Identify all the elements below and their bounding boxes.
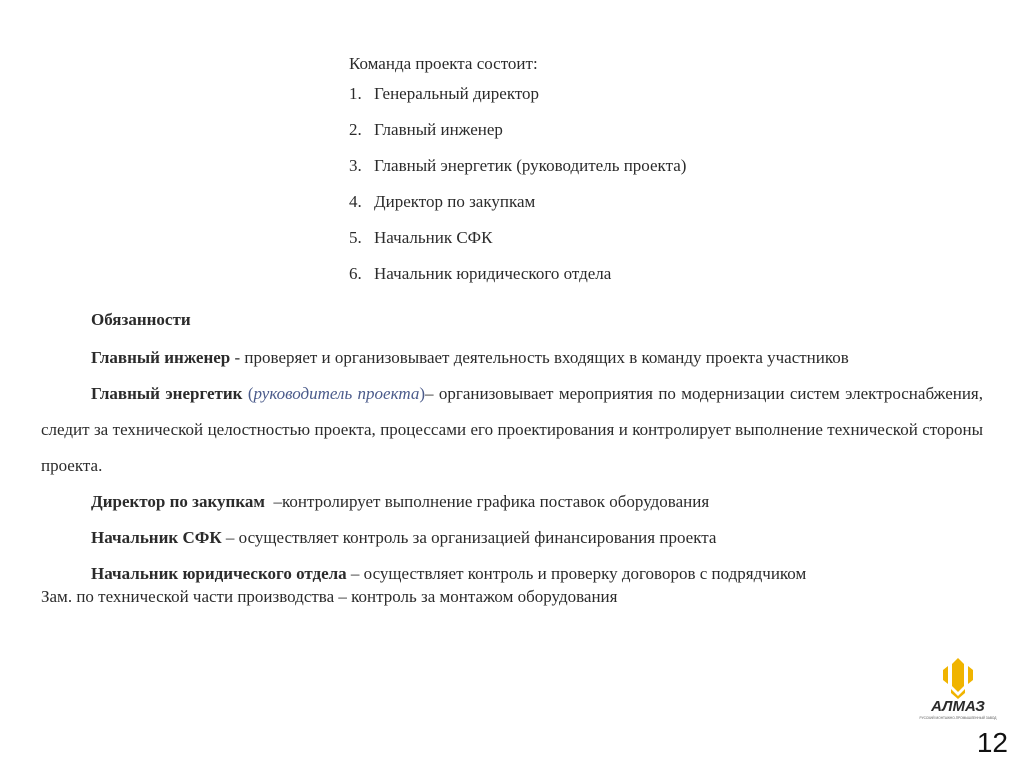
duty-chief-engineer	[41, 340, 983, 376]
duty-text: – осуществляет контроль за организацией финансирования проекта	[221, 528, 717, 547]
duty-role: Директор по закупкам	[91, 492, 265, 511]
wheat-stripes-icon	[918, 654, 998, 722]
duties-heading: Обязанности	[91, 310, 191, 329]
duty-text: – организовывает мероприятия по модернизации систем электроснабжения, следит за технической целостностью проекта, процессами его проектирования и контролирует выполнение технической стороны проекта.	[41, 384, 984, 475]
list-item-label: Начальник юридического отдела	[374, 264, 612, 283]
duty-text: – осуществляет контроль и проверку договоров с подрядчиком	[346, 564, 807, 583]
duty-deputy: Зам. по технической части производства – контроль за монтажом оборудования	[41, 587, 618, 606]
list-item-label: Главный энергетик (руководитель проекта)	[374, 156, 687, 175]
duty-text: –контролирует выполнение графика поставок оборудования	[264, 492, 710, 511]
team-intro: Команда проекта состоит:	[349, 54, 538, 73]
list-item	[349, 226, 849, 262]
duty-role: Главный инженер	[91, 348, 231, 367]
list-item-label: Начальник СФК	[374, 228, 493, 247]
duty-role: Начальник юридического отдела	[91, 564, 347, 583]
list-item-label: Директор по закупкам	[374, 192, 536, 211]
list-number: 6.	[349, 264, 362, 283]
list-number: 5.	[349, 228, 362, 247]
page-number: 12	[976, 727, 1008, 758]
company-logo	[918, 654, 998, 722]
list-item	[349, 118, 849, 154]
list-number: 4.	[349, 192, 362, 211]
duty-role: Главный энергетик	[91, 384, 243, 403]
duty-role: Начальник СФК	[91, 528, 222, 547]
list-item	[349, 82, 849, 118]
paren-close: )	[419, 384, 425, 403]
list-item	[349, 190, 849, 226]
list-number: 2.	[349, 120, 362, 139]
list-item-label: Главный инженер	[374, 120, 503, 139]
logo-tagline: РУССКИЙ МОНТАЖНО-ПРОМЫШЛЕННЫЙ ЗАВОД	[919, 716, 997, 720]
list-number: 1.	[349, 84, 362, 103]
list-item	[349, 262, 849, 298]
paren-open: (	[242, 384, 254, 403]
duty-sfk-head	[41, 520, 983, 556]
team-section	[349, 52, 849, 298]
duty-procurement-director	[41, 484, 983, 520]
list-item-label: Генеральный директор	[374, 84, 540, 103]
duty-note: руководитель проекта	[253, 384, 420, 403]
duty-text: - проверяет и организовывает деятельность входящих в команду проекта участников	[230, 348, 849, 367]
duties-section	[41, 306, 983, 608]
list-number: 3.	[349, 156, 362, 175]
duty-chief-power-engineer	[41, 376, 983, 484]
logo-text: АЛМАЗ	[931, 698, 985, 715]
list-item	[349, 154, 849, 190]
team-list	[349, 82, 849, 298]
